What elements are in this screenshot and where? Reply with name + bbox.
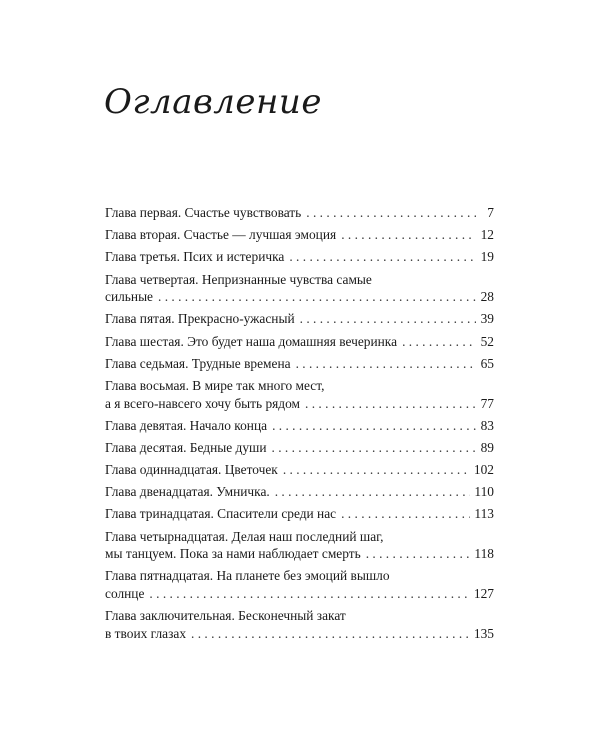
- toc-line: [105, 417, 494, 435]
- chapter-title: Глава вторая. Счастье — лучшая эмоция: [105, 227, 337, 243]
- dot-leader: [149, 585, 469, 603]
- page-number: 118: [474, 546, 494, 562]
- chapter-title: а я всего-навсего хочу быть рядом: [105, 395, 301, 411]
- dot-leader: [306, 204, 476, 222]
- page-number: 65: [480, 355, 494, 371]
- page-number: 39: [480, 311, 494, 327]
- toc-line: [105, 483, 494, 501]
- page-number: 89: [480, 439, 494, 455]
- dot-leader: [283, 461, 470, 479]
- toc-entry: [105, 248, 494, 266]
- chapter-title: Глава десятая. Бедные души: [105, 439, 267, 455]
- dot-leader: [289, 248, 476, 266]
- toc-line: [105, 545, 494, 563]
- page-number: 135: [473, 625, 494, 641]
- chapter-title: Глава одиннадцатая. Цветочек: [105, 462, 278, 478]
- toc-line: [105, 333, 494, 351]
- toc-line: [105, 439, 494, 457]
- page-title: Оглавление: [104, 82, 322, 122]
- toc-entry: [105, 333, 494, 351]
- toc-entry: [105, 377, 494, 412]
- chapter-title: Глава девятая. Начало конца: [105, 417, 268, 433]
- dot-leader: [366, 545, 471, 563]
- chapter-title: Глава третья. Псих и истеричка: [105, 249, 285, 265]
- chapter-title-line: Глава заключительная. Бесконечный закат: [105, 608, 346, 624]
- toc-entry: [105, 271, 494, 306]
- page-number: 102: [473, 462, 494, 478]
- dot-leader: [341, 505, 470, 523]
- toc-entry: [105, 204, 494, 222]
- toc-entry: [105, 505, 494, 523]
- dot-leader: [305, 395, 476, 413]
- page-number: 127: [473, 586, 494, 601]
- toc-line: [105, 355, 494, 373]
- dot-leader: [272, 417, 476, 435]
- chapter-title-line: Глава четвертая. Непризнанные чувства самые: [105, 271, 372, 287]
- toc-entry: [105, 461, 494, 479]
- toc-entry: [105, 607, 494, 642]
- table-of-contents: [105, 204, 494, 647]
- toc-entry: [105, 226, 494, 244]
- page-number: 83: [480, 417, 494, 433]
- toc-line: [105, 585, 494, 603]
- page-number: 7: [487, 205, 494, 220]
- toc-line: [105, 625, 494, 643]
- toc-line: [105, 288, 494, 306]
- dot-leader: [191, 625, 470, 643]
- toc-entry: [105, 528, 494, 563]
- toc-line: [105, 310, 494, 328]
- dot-leader: [158, 288, 476, 306]
- page-number: 113: [474, 506, 494, 522]
- chapter-title: сильные: [105, 289, 154, 305]
- chapter-title: в твоих глазах: [105, 625, 187, 641]
- page-number: 19: [480, 249, 494, 265]
- toc-line: [105, 461, 494, 479]
- toc-entry: [105, 355, 494, 373]
- page-number: 12: [480, 227, 494, 243]
- chapter-title: Глава двенадцатая. Умничка.: [105, 484, 270, 500]
- toc-line: [105, 395, 494, 413]
- toc-line: [105, 226, 494, 244]
- chapter-title: Глава шестая. Это будет наша домашняя вечеринка: [105, 333, 398, 349]
- dot-leader: [300, 310, 476, 328]
- toc-entry: [105, 483, 494, 501]
- chapter-title: мы танцуем. Пока за нами наблюдает смерть: [105, 546, 361, 562]
- chapter-title: солнце: [105, 586, 145, 601]
- toc-entry: [105, 439, 494, 457]
- chapter-title: Глава тринадцатая. Спасители среди нас: [105, 506, 337, 522]
- toc-line: [105, 204, 494, 222]
- dot-leader: [402, 333, 476, 351]
- page-number: 52: [480, 333, 494, 349]
- chapter-title-line: Глава пятнадцатая. На планете без эмоций вышло: [105, 568, 390, 584]
- chapter-title-line: Глава четырнадцатая. Делая наш последний шаг,: [105, 528, 384, 544]
- page-number: 77: [480, 395, 494, 411]
- page-number: 28: [480, 289, 494, 305]
- dot-leader: [341, 226, 476, 244]
- chapter-title-line: Глава восьмая. В мире так много мест,: [105, 377, 325, 393]
- chapter-title: Глава седьмая. Трудные времена: [105, 355, 291, 371]
- toc-entry: [105, 567, 494, 602]
- toc-line: [105, 248, 494, 266]
- dot-leader: [275, 483, 471, 501]
- page-number: 110: [474, 484, 494, 500]
- toc-line: [105, 505, 494, 523]
- chapter-title: Глава пятая. Прекрасно-ужасный: [105, 311, 295, 327]
- dot-leader: [272, 439, 476, 457]
- dot-leader: [296, 355, 476, 373]
- toc-entry: [105, 310, 494, 328]
- chapter-title: Глава первая. Счастье чувствовать: [105, 205, 302, 220]
- toc-entry: [105, 417, 494, 435]
